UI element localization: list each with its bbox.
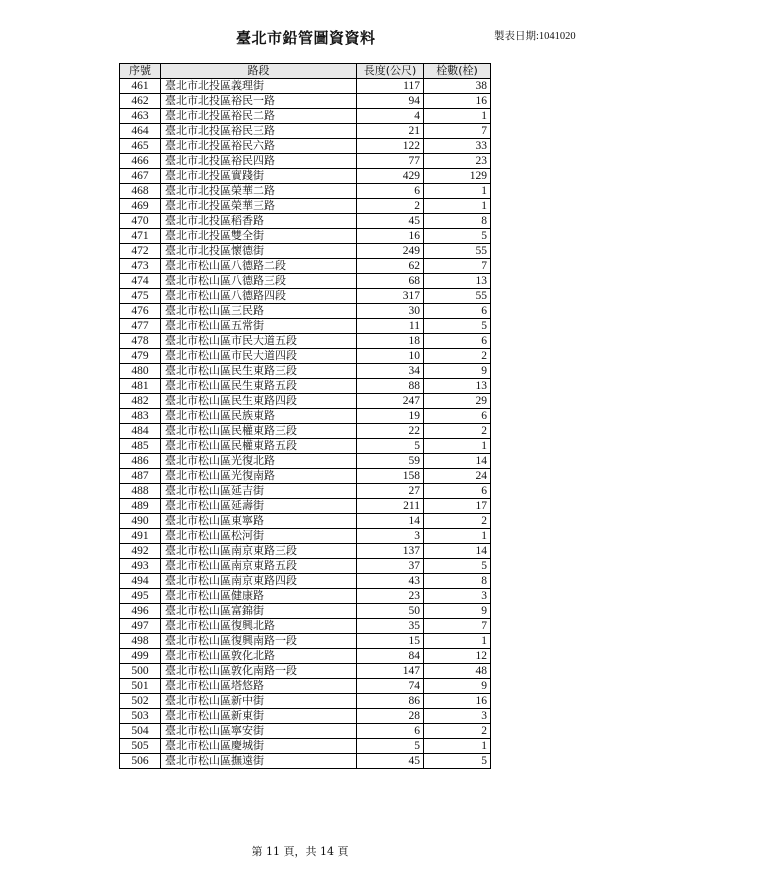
length-cell: 74 (357, 679, 424, 694)
table-row (120, 244, 491, 259)
serial-number-cell: 461 (120, 79, 161, 94)
length-cell: 5 (357, 739, 424, 754)
count-cell: 2 (424, 349, 491, 364)
length-cell: 34 (357, 364, 424, 379)
road-section-cell: 臺北市松山區八德路四段 (161, 289, 357, 304)
length-cell: 137 (357, 544, 424, 559)
road-section-cell: 臺北市松山區南京東路五段 (161, 559, 357, 574)
road-section-cell: 臺北市松山區八德路二段 (161, 259, 357, 274)
table-row (120, 229, 491, 244)
road-section-cell: 臺北市北投區實踐街 (161, 169, 357, 184)
count-cell: 1 (424, 739, 491, 754)
length-cell: 62 (357, 259, 424, 274)
road-section-cell: 臺北市松山區民生東路三段 (161, 364, 357, 379)
length-cell: 11 (357, 319, 424, 334)
serial-number-cell: 501 (120, 679, 161, 694)
serial-number-cell: 470 (120, 214, 161, 229)
table-row (120, 589, 491, 604)
road-section-cell: 臺北市松山區市民大道四段 (161, 349, 357, 364)
serial-number-cell: 473 (120, 259, 161, 274)
count-cell: 23 (424, 154, 491, 169)
count-cell: 33 (424, 139, 491, 154)
count-cell: 5 (424, 229, 491, 244)
road-section-cell: 臺北市松山區新中街 (161, 694, 357, 709)
length-cell: 117 (357, 79, 424, 94)
road-section-cell: 臺北市松山區健康路 (161, 589, 357, 604)
serial-number-cell: 464 (120, 124, 161, 139)
table-row (120, 304, 491, 319)
lead-pipe-table (119, 63, 491, 769)
serial-number-cell: 471 (120, 229, 161, 244)
table-row (120, 604, 491, 619)
table-body (120, 79, 491, 769)
length-cell: 94 (357, 94, 424, 109)
report-date: 製表日期:1041020 (494, 31, 576, 42)
table-row (120, 139, 491, 154)
serial-number-cell: 481 (120, 379, 161, 394)
table-row (120, 499, 491, 514)
count-cell: 2 (424, 424, 491, 439)
road-section-cell: 臺北市松山區慶城街 (161, 739, 357, 754)
road-section-cell: 臺北市北投區裕民六路 (161, 139, 357, 154)
table-row (120, 259, 491, 274)
serial-number-cell: 465 (120, 139, 161, 154)
count-cell: 5 (424, 559, 491, 574)
length-cell: 15 (357, 634, 424, 649)
serial-number-cell: 499 (120, 649, 161, 664)
length-cell: 247 (357, 394, 424, 409)
road-section-cell: 臺北市松山區五常街 (161, 319, 357, 334)
road-section-cell: 臺北市松山區光復南路 (161, 469, 357, 484)
length-cell: 45 (357, 754, 424, 769)
length-cell: 28 (357, 709, 424, 724)
serial-number-cell: 494 (120, 574, 161, 589)
count-cell: 17 (424, 499, 491, 514)
serial-number-cell: 484 (120, 424, 161, 439)
table-row (120, 514, 491, 529)
column-header-length: 長度(公尺) (357, 64, 424, 79)
length-cell: 45 (357, 214, 424, 229)
table-row (120, 274, 491, 289)
table-row (120, 469, 491, 484)
serial-number-cell: 488 (120, 484, 161, 499)
count-cell: 8 (424, 574, 491, 589)
road-section-cell: 臺北市北投區義理街 (161, 79, 357, 94)
length-cell: 84 (357, 649, 424, 664)
table-row (120, 154, 491, 169)
road-section-cell: 臺北市松山區寧安街 (161, 724, 357, 739)
table-row (120, 289, 491, 304)
serial-number-cell: 483 (120, 409, 161, 424)
serial-number-cell: 466 (120, 154, 161, 169)
table-row (120, 544, 491, 559)
serial-number-cell: 469 (120, 199, 161, 214)
serial-number-cell: 472 (120, 244, 161, 259)
count-cell: 6 (424, 334, 491, 349)
road-section-cell: 臺北市松山區市民大道五段 (161, 334, 357, 349)
table-row (120, 649, 491, 664)
serial-number-cell: 492 (120, 544, 161, 559)
road-section-cell: 臺北市松山區撫遠街 (161, 754, 357, 769)
serial-number-cell: 486 (120, 454, 161, 469)
serial-number-cell: 474 (120, 274, 161, 289)
length-cell: 22 (357, 424, 424, 439)
serial-number-cell: 479 (120, 349, 161, 364)
table-row (120, 454, 491, 469)
table-row (120, 364, 491, 379)
column-header-serial: 序號 (120, 64, 161, 79)
table-row (120, 124, 491, 139)
count-cell: 2 (424, 724, 491, 739)
count-cell: 129 (424, 169, 491, 184)
serial-number-cell: 493 (120, 559, 161, 574)
table-row (120, 79, 491, 94)
table-row (120, 694, 491, 709)
count-cell: 14 (424, 544, 491, 559)
length-cell: 429 (357, 169, 424, 184)
count-cell: 1 (424, 529, 491, 544)
serial-number-cell: 476 (120, 304, 161, 319)
table-row (120, 409, 491, 424)
serial-number-cell: 495 (120, 589, 161, 604)
length-cell: 19 (357, 409, 424, 424)
count-cell: 24 (424, 469, 491, 484)
table-row (120, 184, 491, 199)
count-cell: 5 (424, 319, 491, 334)
road-section-cell: 臺北市北投區懷德街 (161, 244, 357, 259)
length-cell: 6 (357, 184, 424, 199)
count-cell: 9 (424, 604, 491, 619)
length-cell: 249 (357, 244, 424, 259)
length-cell: 158 (357, 469, 424, 484)
serial-number-cell: 496 (120, 604, 161, 619)
table-row (120, 394, 491, 409)
serial-number-cell: 504 (120, 724, 161, 739)
length-cell: 3 (357, 529, 424, 544)
count-cell: 12 (424, 649, 491, 664)
length-cell: 37 (357, 559, 424, 574)
count-cell: 1 (424, 634, 491, 649)
count-cell: 16 (424, 694, 491, 709)
length-cell: 43 (357, 574, 424, 589)
table-row (120, 664, 491, 679)
table-row (120, 94, 491, 109)
table-row (120, 214, 491, 229)
length-cell: 14 (357, 514, 424, 529)
road-section-cell: 臺北市松山區松河街 (161, 529, 357, 544)
length-cell: 59 (357, 454, 424, 469)
length-cell: 6 (357, 724, 424, 739)
serial-number-cell: 487 (120, 469, 161, 484)
table-row (120, 319, 491, 334)
count-cell: 13 (424, 379, 491, 394)
table-row (120, 679, 491, 694)
count-cell: 6 (424, 304, 491, 319)
serial-number-cell: 503 (120, 709, 161, 724)
table-row (120, 349, 491, 364)
serial-number-cell: 462 (120, 94, 161, 109)
length-cell: 317 (357, 289, 424, 304)
serial-number-cell: 477 (120, 319, 161, 334)
length-cell: 122 (357, 139, 424, 154)
serial-number-cell: 500 (120, 664, 161, 679)
road-section-cell: 臺北市松山區南京東路三段 (161, 544, 357, 559)
count-cell: 7 (424, 619, 491, 634)
road-section-cell: 臺北市松山區八德路三段 (161, 274, 357, 289)
table-row (120, 439, 491, 454)
table-row (120, 754, 491, 769)
count-cell: 29 (424, 394, 491, 409)
serial-number-cell: 505 (120, 739, 161, 754)
count-cell: 2 (424, 514, 491, 529)
road-section-cell: 臺北市松山區富錦街 (161, 604, 357, 619)
serial-number-cell: 485 (120, 439, 161, 454)
count-cell: 6 (424, 409, 491, 424)
count-cell: 13 (424, 274, 491, 289)
road-section-cell: 臺北市松山區東寧路 (161, 514, 357, 529)
page-number: 第 11 頁，共 14 頁 (251, 845, 349, 858)
length-cell: 10 (357, 349, 424, 364)
length-cell: 5 (357, 439, 424, 454)
count-cell: 1 (424, 199, 491, 214)
count-cell: 1 (424, 184, 491, 199)
length-cell: 18 (357, 334, 424, 349)
count-cell: 8 (424, 214, 491, 229)
table-row (120, 169, 491, 184)
length-cell: 147 (357, 664, 424, 679)
table-row (120, 199, 491, 214)
table-row (120, 724, 491, 739)
count-cell: 1 (424, 109, 491, 124)
serial-number-cell: 498 (120, 634, 161, 649)
road-section-cell: 臺北市松山區三民路 (161, 304, 357, 319)
table-row (120, 619, 491, 634)
length-cell: 27 (357, 484, 424, 499)
table-row (120, 709, 491, 724)
road-section-cell: 臺北市松山區民生東路五段 (161, 379, 357, 394)
serial-number-cell: 478 (120, 334, 161, 349)
road-section-cell: 臺北市松山區延壽街 (161, 499, 357, 514)
road-section-cell: 臺北市北投區裕民四路 (161, 154, 357, 169)
serial-number-cell: 482 (120, 394, 161, 409)
table-row (120, 379, 491, 394)
road-section-cell: 臺北市松山區塔悠路 (161, 679, 357, 694)
length-cell: 16 (357, 229, 424, 244)
serial-number-cell: 468 (120, 184, 161, 199)
count-cell: 38 (424, 79, 491, 94)
road-section-cell: 臺北市松山區延吉街 (161, 484, 357, 499)
road-section-cell: 臺北市北投區榮華三路 (161, 199, 357, 214)
count-cell: 1 (424, 439, 491, 454)
table-row (120, 739, 491, 754)
length-cell: 2 (357, 199, 424, 214)
length-cell: 50 (357, 604, 424, 619)
count-cell: 7 (424, 259, 491, 274)
count-cell: 9 (424, 364, 491, 379)
road-section-cell: 臺北市北投區裕民二路 (161, 109, 357, 124)
count-cell: 9 (424, 679, 491, 694)
count-cell: 5 (424, 754, 491, 769)
length-cell: 4 (357, 109, 424, 124)
serial-number-cell: 467 (120, 169, 161, 184)
count-cell: 6 (424, 484, 491, 499)
road-section-cell: 臺北市北投區雙全街 (161, 229, 357, 244)
road-section-cell: 臺北市北投區裕民一路 (161, 94, 357, 109)
column-header-road-section: 路段 (161, 64, 357, 79)
count-cell: 7 (424, 124, 491, 139)
length-cell: 68 (357, 274, 424, 289)
road-section-cell: 臺北市松山區南京東路四段 (161, 574, 357, 589)
serial-number-cell: 491 (120, 529, 161, 544)
table-row (120, 559, 491, 574)
length-cell: 35 (357, 619, 424, 634)
count-cell: 3 (424, 709, 491, 724)
length-cell: 23 (357, 589, 424, 604)
count-cell: 55 (424, 289, 491, 304)
table-row (120, 529, 491, 544)
length-cell: 77 (357, 154, 424, 169)
length-cell: 21 (357, 124, 424, 139)
road-section-cell: 臺北市松山區民族東路 (161, 409, 357, 424)
serial-number-cell: 489 (120, 499, 161, 514)
length-cell: 211 (357, 499, 424, 514)
length-cell: 88 (357, 379, 424, 394)
count-cell: 55 (424, 244, 491, 259)
table-row (120, 634, 491, 649)
serial-number-cell: 463 (120, 109, 161, 124)
serial-number-cell: 490 (120, 514, 161, 529)
table-row (120, 484, 491, 499)
table-header-row (120, 64, 491, 79)
serial-number-cell: 475 (120, 289, 161, 304)
length-cell: 86 (357, 694, 424, 709)
document-title: 臺北市鉛管圖資資料 (236, 29, 376, 47)
road-section-cell: 臺北市松山區民權東路三段 (161, 424, 357, 439)
road-section-cell: 臺北市松山區民生東路四段 (161, 394, 357, 409)
road-section-cell: 臺北市松山區復興南路一段 (161, 634, 357, 649)
road-section-cell: 臺北市松山區光復北路 (161, 454, 357, 469)
count-cell: 16 (424, 94, 491, 109)
count-cell: 48 (424, 664, 491, 679)
table-row (120, 334, 491, 349)
serial-number-cell: 497 (120, 619, 161, 634)
table-row (120, 424, 491, 439)
count-cell: 14 (424, 454, 491, 469)
road-section-cell: 臺北市北投區稻香路 (161, 214, 357, 229)
road-section-cell: 臺北市松山區敦化北路 (161, 649, 357, 664)
serial-number-cell: 506 (120, 754, 161, 769)
road-section-cell: 臺北市北投區裕民三路 (161, 124, 357, 139)
table-row (120, 109, 491, 124)
road-section-cell: 臺北市松山區敦化南路一段 (161, 664, 357, 679)
road-section-cell: 臺北市北投區榮華二路 (161, 184, 357, 199)
table-row (120, 574, 491, 589)
count-cell: 3 (424, 589, 491, 604)
column-header-count: 栓數(栓) (424, 64, 491, 79)
road-section-cell: 臺北市松山區民權東路五段 (161, 439, 357, 454)
serial-number-cell: 502 (120, 694, 161, 709)
serial-number-cell: 480 (120, 364, 161, 379)
road-section-cell: 臺北市松山區復興北路 (161, 619, 357, 634)
road-section-cell: 臺北市松山區新東街 (161, 709, 357, 724)
length-cell: 30 (357, 304, 424, 319)
